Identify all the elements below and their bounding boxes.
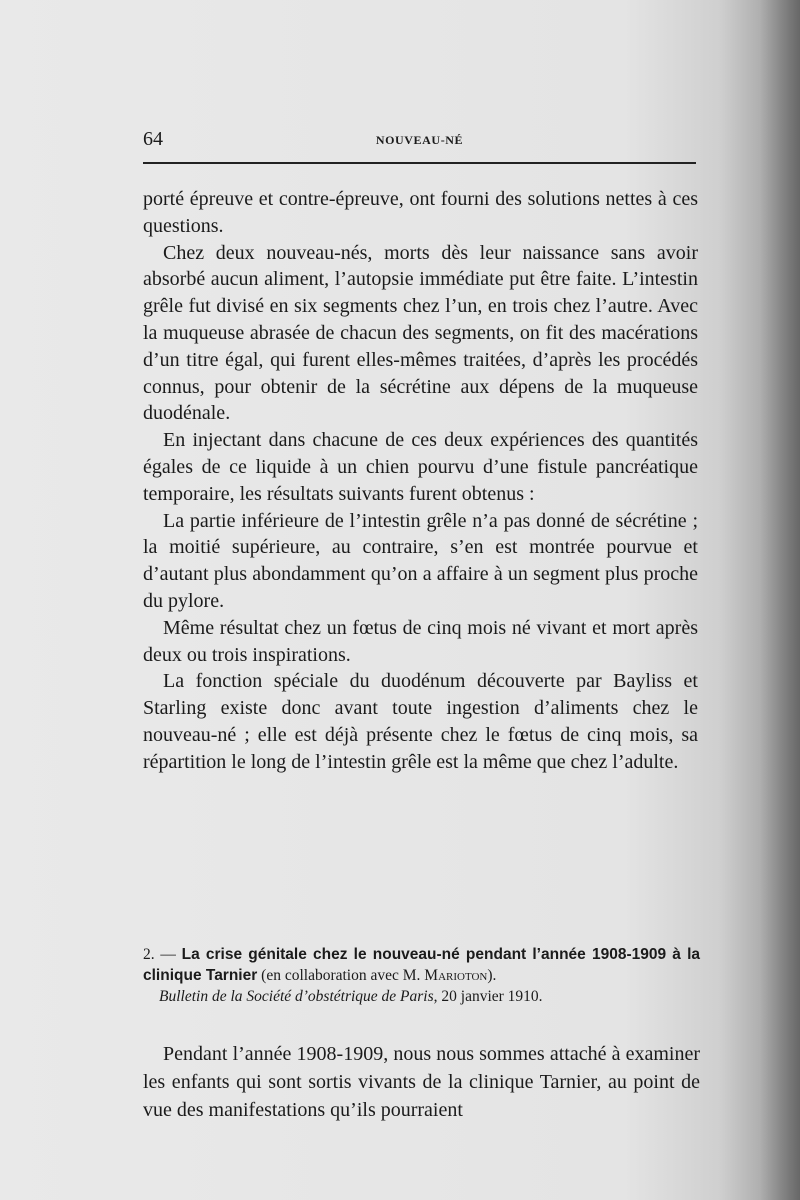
- publication-reference: [143, 944, 700, 1007]
- reference-collaborator: Marioton: [424, 967, 488, 984]
- page-edge-shadow: [760, 0, 800, 1200]
- reference-heading: [143, 944, 700, 986]
- page-number: 64: [143, 128, 163, 150]
- reference-collaboration-suffix: ).: [487, 967, 497, 984]
- final-text: [143, 1040, 700, 1124]
- paragraph: La partie inférieure de l’intestin grêle n’a pas donné de sécrétine ; la moitié supérieure, au contraire, s’en est montrée pourvue et d’autant plus abondamment qu’on a affaire à un segment plus proche du pylore.: [143, 509, 698, 612]
- paragraph: Pendant l’année 1908-1909, nous nous sommes attaché à examiner les enfants qui sont sortis vivants de la clinique Tarnier, au point de vue des manifestations qu’ils pourraient: [143, 1043, 700, 1121]
- paragraph-continuation: porté épreuve et contre-épreuve, ont fourni des solutions nettes à ces questions.: [143, 188, 698, 237]
- paragraph: En injectant dans chacune de ces deux expériences des quantités égales de ce liquide à un chien pourvu d’une fistule pancréatique temporaire, les résultats suivants furent obtenus :: [143, 429, 698, 505]
- reference-title: La crise génitale chez le nouveau-né pendant l’année 1908-1909 à la clinique Tarnier: [143, 946, 700, 984]
- body-text: [143, 186, 698, 776]
- reference-journal: Bulletin de la Société d’obstétrique de Paris: [159, 988, 434, 1005]
- page-title: NOUVEAU-NÉ: [375, 133, 464, 147]
- running-head: [143, 128, 696, 152]
- paragraph: Chez deux nouveau-nés, morts dès leur naissance sans avoir absorbé aucun aliment, l’autopsie immédiate put être faite. L’intestin grêle fut divisé en six segments chez l’un, en trois chez l’autre. Avec la muqueuse abrasée de chacun des segments, on fit des macérations d’un titre égal, qui furent elles-mêmes traitées, d’après les procédés connus, pour obtenir de la sécrétine aux dépens de la muqueuse duodénale.: [143, 241, 698, 425]
- reference-collaboration-prefix: (en collaboration avec M.: [261, 967, 421, 984]
- reference-source: [143, 986, 700, 1007]
- paragraph: Même résultat chez un fœtus de cinq mois né vivant et mort après deux ou trois inspirations.: [143, 616, 698, 666]
- reference-number: 2. —: [143, 946, 176, 963]
- paragraph: La fonction spéciale du duodénum découverte par Bayliss et Starling existe donc avant toute ingestion d’aliments chez le nouveau-né ; elle est déjà présente chez le fœtus de cinq mois, sa répartition le long de l’intestin grêle est la même que chez l’adulte.: [143, 670, 698, 773]
- header-rule: [143, 162, 696, 164]
- reference-date: , 20 janvier 1910.: [433, 988, 543, 1005]
